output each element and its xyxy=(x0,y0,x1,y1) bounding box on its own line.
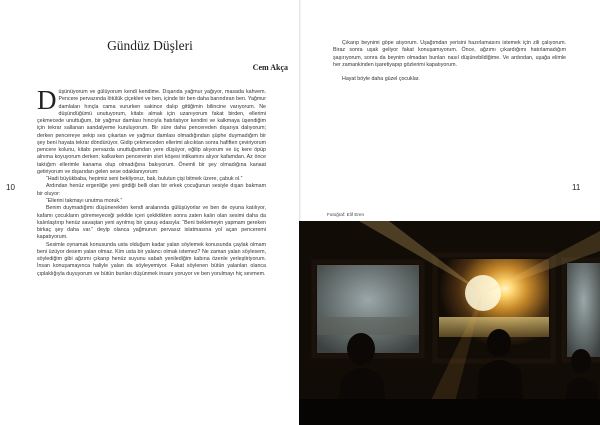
article-body-left xyxy=(37,85,266,278)
paragraph: Benim duymadığımı düşünerekten kendi aralarında gülüşüyorlar ve ben de oyuna katılıyor, kafamı çocukların göremeyeceği şekilde içeri çekiktikten sonra zaten kalın olan sesimi daha da kalınlaştırıp henüz savaştan yeni ayrılmış bir çavuş edasıyla: “Beni beklemeyin yapmam gereken birkaç şey daha var.” deyip olanca yağmurun pervasız islatmasına yol açan penceremi kapatıyorum. xyxy=(37,205,266,241)
paragraph: “Hadi büyükbaba, hepimiz seni bekliyoruz, bak, bulutun çişi bitmek üzere, çabuk ol.” xyxy=(46,176,243,183)
paragraph: “Ellerini takmayı unutma moruk.” xyxy=(46,197,123,204)
ferry-window-photo xyxy=(299,221,600,425)
photo-caption: Fotoğraf: Elif Eren xyxy=(327,212,365,217)
author-name: Cem Akça xyxy=(252,63,288,72)
paragraph: Sesimle oynamak konusunda usta olduğum kadar yalan söylemek konusunda çaylak olmam beni üzüyor desem yalan olmaz. Kim usta bir yalancı olmak istemez? Ne zaman yalan söylesem, söylediğim gibi ağzımı çıkarıp henüz suyunu sabah yenilediğim kabına özenle yerleştiriyorum. İnsan konuşamayınca haliyle yalan da söyleyemiyor. Fakat söylenen bütün yalanları olanca çıplaklığıyla duyuyorum ve bütün bunları düşünmek insanı yoruyor ve ben yorulmayı hiç sevmem. xyxy=(37,241,266,277)
paragraph: Çıkarıp beynimi göpe atıyorum. Uşağımdan yerisini hazırlamasını istemek için zili çalıyorum. Biraz sonra uşak geliyor fakat konuşamıyorum. Önce, ağzımı çıkardığımı hatırlamadığım şaşırıyorum, sonra da beynim olmadan bunları nasıl düşünebildiğime. Ve ardından, uşağa elimle her zamankinden işaretiyapıp gözlerimi kapatıyorum. xyxy=(333,40,566,68)
page-number-left: 10 xyxy=(6,183,15,192)
article-title: Gündüz Düşleri xyxy=(107,38,193,53)
drop-cap: D xyxy=(37,85,57,115)
first-paragraph xyxy=(37,85,266,176)
paragraph: Hayat böyle daha güzel çocuklar. xyxy=(342,76,420,83)
paragraph: Ardından henüz ergenliğe yeni girdiği belli olan bir erkek çocuğunun sesiyle dışarı bakmam bir oluyor: xyxy=(37,183,266,197)
article-body-right xyxy=(333,40,566,90)
first-paragraph-text: üşünüyorum ve gülüyorum kendi kendime. Dışarıda yağmur yağıyor, masada kahvem. Pencere pervazında lötülük çiçekleri ve ben, içinde bir ben daha barındıran ben. Yağmur damlaları hınçla cama vururken sakince dalıp gittiğimin bilincine varıyorum. Ne düşündüğümü unutuyorum, kitabı almak için uzanıyorum fakat birden, ellerimi çekmecede unuttuğum, bir yağmur damlası hıncıyla hatırlatıyor kendini ve kalkmaya üşendiğim için tekrar sallanan sandalyeme kuruluyorum. Bir süre daha pencereden dışarıya dalıyorum; derken pencereye sekip ses çıkartan ve yağmur damlası olmadığından şüphe duymadığım bir şey beni hayata tekrar döndürüyor. Gidip çekmeceden ellerimi alıcıktan sonra hafiften çeviriyorum pencere kolunu, kitabı pervazda unuttuğumdan yere düşüyor, eğilip alıyorum ve üç kere öpüp alnıma koyuyorum derken; kalkarken pencerenin sivri köşesi intikamını alıyor kafamdan. Az önce taktığım ellerimle kanama olup olmadığına bakıyorum. Önemli bir şey olmadığına kanaat getiriyorum ve dışarıdan gelen sese odaklanıyorum: xyxy=(37,89,266,175)
page-number-right: 11 xyxy=(572,183,581,192)
photo-image xyxy=(299,221,600,425)
